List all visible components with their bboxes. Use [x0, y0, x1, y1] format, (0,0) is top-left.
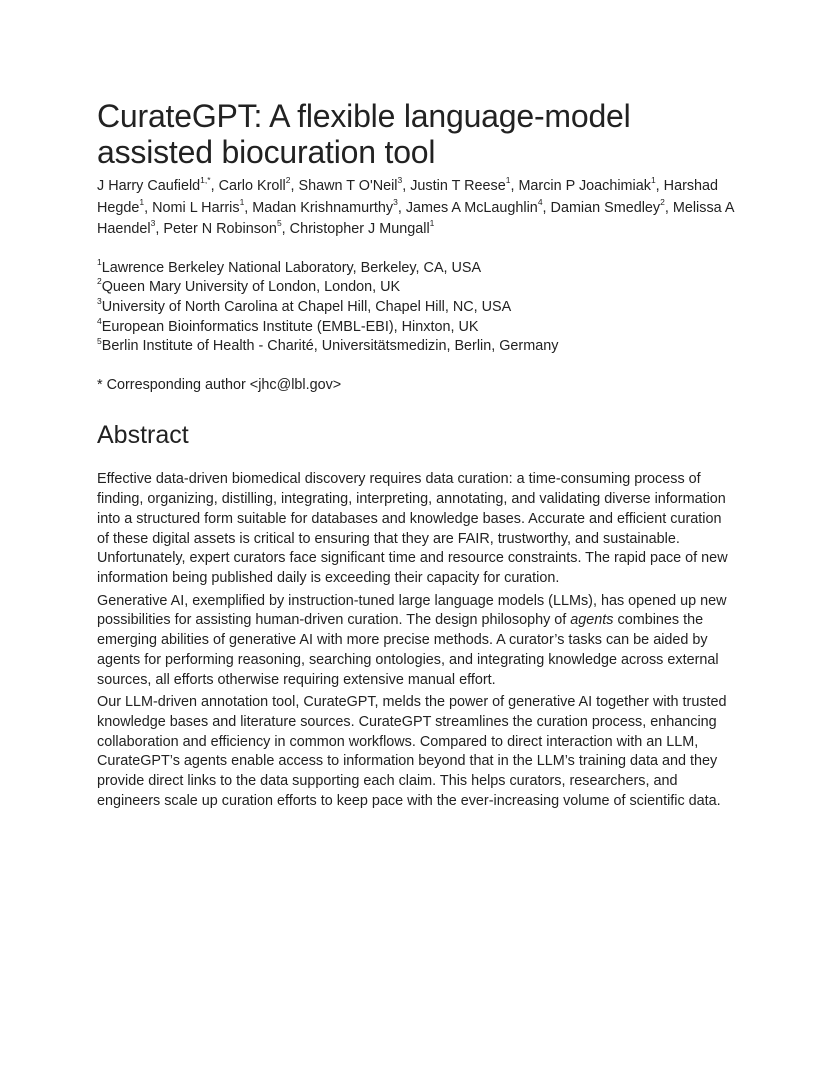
corresponding-author: * Corresponding author <jhc@lbl.gov> — [97, 377, 342, 394]
title-line-1: CurateGPT: A flexible language-model — [97, 98, 631, 134]
author-affiliation-mark: 2 — [660, 196, 665, 207]
affiliation-text: Berlin Institute of Health - Charité, Universitätsmedizin, Berlin, Germany — [101, 338, 559, 355]
author-name: Peter N Robinson — [163, 221, 277, 237]
abstract-text: combines the emerging abilities of generative AI with more precise methods. A curator’s tasks can be aided by agents for performing reasoning, searching ontologies, and integrating knowledge across external sources, all efforts otherwise requiring extensive manual effort. — [97, 612, 719, 688]
author-affiliation-mark: 1 — [139, 196, 145, 207]
affiliation-item — [97, 337, 737, 357]
abstract-paragraph-1: Effective data-driven biomedical discovery requires data curation: a time-consuming process of finding, organizing, distilling, integrating, interpreting, annotating, and validating diverse information into a structured form suitable for databases and knowledge bases. Accurate and efficient curation of these digital assets is critical to ensuring that they are FAIR, trustworthy, and sustainable. Unfortunately, expert curators face significant time and resource constraints. The rapid pace of new information being published daily is exceeding their capacity for curation. — [97, 471, 728, 586]
title-line-2: assisted biocuration tool — [97, 134, 436, 170]
author-affiliation-mark: 3 — [150, 218, 156, 229]
affiliation-number: 4 — [97, 315, 102, 326]
affiliation-number: 5 — [97, 335, 102, 346]
affiliation-item — [97, 298, 737, 318]
affiliation-text: Queen Mary University of London, London, UK — [101, 279, 401, 296]
affiliation-item — [97, 315, 737, 338]
abstract-heading: Abstract — [97, 420, 189, 449]
author-affiliation-mark: 4 — [537, 196, 543, 207]
paper-page — [97, 98, 737, 814]
author-name: Marcin P Joachimiak — [518, 178, 651, 194]
abstract-body — [97, 470, 733, 811]
affiliation-number: 2 — [97, 276, 102, 287]
abstract-paragraph-2 — [97, 592, 733, 691]
author-affiliation-mark: 3 — [397, 175, 403, 186]
author-name: Christopher J Mungall — [289, 221, 430, 237]
author-name: Carlo Kroll — [218, 178, 286, 194]
affiliation-text: European Bioinformatics Institute (EMBL-EBI), Hinxton, UK — [101, 318, 479, 335]
affiliation-number: 3 — [97, 296, 102, 307]
author-name: Shawn T O'Neil — [298, 178, 398, 194]
affiliation-number: 1 — [97, 256, 102, 267]
affiliation-item — [97, 278, 737, 298]
abstract-emphasis: agents — [570, 612, 614, 629]
author-name: Melissa A Haendel — [97, 199, 734, 237]
author-affiliation-mark: 1 — [429, 218, 435, 229]
author-name: Madan Krishnamurthy — [252, 199, 394, 216]
author-affiliation-mark: 1,* — [200, 175, 211, 186]
author-name: J Harry Caufield — [97, 178, 201, 194]
paper-title — [97, 98, 737, 170]
author-name: James A McLaughlin — [405, 199, 538, 216]
author-name: Damian Smedley — [550, 199, 661, 216]
affiliation-text: University of North Carolina at Chapel Hill, Chapel Hill, NC, USA — [101, 298, 512, 315]
author-name: Harshad Hegde — [97, 178, 719, 216]
author-name: Nomi L Harris — [152, 199, 240, 216]
abstract-paragraph-3: Our LLM-driven annotation tool, CurateGPT, melds the power of generative AI together with trusted knowledge bases and literature sources. CurateGPT streamlines the curation process, enhancing collaboration and efficiency in common workflows. Compared to direct interaction with an LLM, CurateGPT’s agents enable access to information beyond that in the LLM’s training data and they provide direct links to the data supporting each claim. This helps curators, researchers, and engineers scale up curation efforts to keep pace with the ever-increasing volume of scientific data. — [97, 694, 727, 809]
author-affiliation-mark: 3 — [393, 196, 398, 207]
abstract-text: Generative AI, exemplified by instruction-tuned large language models (LLMs), has opened up new possibilities for assisting human-driven curation. The design philosophy of — [97, 592, 727, 629]
author-affiliation-mark: 1 — [650, 175, 656, 186]
author-affiliation-mark: 1 — [239, 196, 245, 207]
author-list: J Harry Caufield$^{1,*}$, Carlo Kroll$^2$, Shawn T O'Neil$^3$, Justin T Reese$^1$, Marcin P Joachimiak$^1$, Harshad Hegde$^1$, Nomi L Harris$^1$, Madan Krishnamurthy$^3$, James A McLaughlin$^4$, Damian Smedley$^2$, Melissa A Haendel$^3$, Peter N Robinson$^5$, Christopher J Mungall$^1$ — [97, 175, 734, 237]
author-affiliation-mark: 1 — [505, 175, 511, 186]
affiliation-item — [97, 256, 737, 279]
affiliation-list — [97, 256, 737, 358]
author-affiliation-mark: 5 — [276, 218, 282, 229]
author-name: Justin T Reese — [410, 178, 506, 194]
affiliation-text: Lawrence Berkeley National Laboratory, Berkeley, CA, USA — [101, 259, 482, 276]
author-affiliation-mark: 2 — [285, 175, 291, 186]
